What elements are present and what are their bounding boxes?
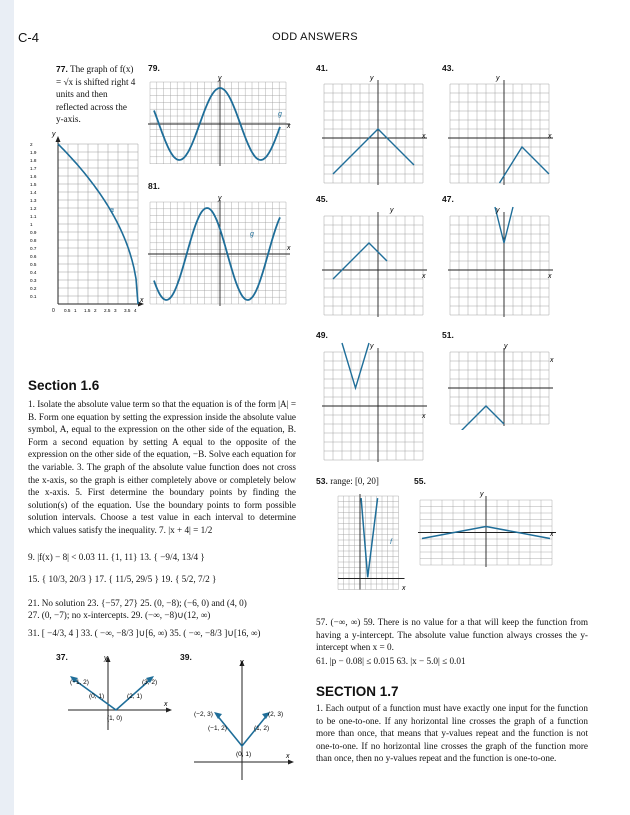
label-53 — [316, 476, 379, 486]
graph-77 — [28, 128, 148, 320]
graph-49 — [318, 340, 430, 464]
graph-77-x-label: x — [140, 297, 144, 304]
y-tick-label: 0.6 — [30, 254, 37, 259]
y-tick-label: 0.3 — [30, 278, 37, 283]
graph-49-curve — [342, 343, 369, 388]
graph-55-y-label: y — [480, 491, 484, 498]
graph-51-x-label: x — [550, 357, 554, 364]
graph-77-y-arrow — [56, 136, 61, 142]
graph-39-y-label: y — [240, 659, 244, 666]
y-tick-label: 0.8 — [30, 238, 37, 243]
section-1-6-paragraph: 1. Isolate the absolute value term so that the equation is of the form |A| = B. Form one equation by setting the expression inside the absolute value symbol, A, equal to the expression on the other side of the equation, B. Form a second equation by setting A equal to the opposite of the expression on the other side of the equation, −B. Solve each equation for the variable. 3. The graph of the absolute value function does not cross the x-axis, so the graph is either completely above or completely below the x-axis. 5. First determine the boundary points by finding the solution(s) of the equation. Use the boundary points to form possible solution intervals. Choose a test value in each interval to determine which values satisfy the inequality. 7. |x + 4| = 1/2 — [28, 399, 296, 535]
x-tick-label: 2 — [94, 308, 97, 313]
label-79: 79. — [148, 63, 160, 73]
graph-81-y-label: y — [218, 195, 222, 202]
section-1-7-heading: SECTION 1.7 — [316, 684, 399, 699]
graph-77-y-label: y — [52, 131, 56, 138]
y-tick-label: 1.5 — [30, 182, 37, 187]
graph-51-y-label: y — [504, 343, 508, 350]
graph-81-x-label: x — [287, 245, 291, 252]
graph-55 — [414, 488, 560, 570]
answers-27-29: 27. (0, −7); no x-intercepts. 29. (−∞, −8)∪(12, ∞) — [28, 610, 211, 620]
y-tick-label: 0.2 — [30, 286, 37, 291]
graph-39-point-3: (−1, 2) — [208, 725, 227, 732]
graph-53 — [330, 488, 410, 606]
graph-37-point-4: (2, 1) — [127, 693, 143, 700]
y-tick-label: 1.3 — [30, 198, 37, 203]
graph-49-grid — [322, 348, 427, 462]
answers-31-35: 31. [ −4/3, 4 ] 33. ( −∞, −8/3 ]∪[6, ∞) 35. ( −∞, −8/3 ]∪[16, ∞) — [28, 628, 261, 638]
graph-53-series-label: f — [390, 539, 392, 546]
graph-45-grid — [322, 212, 427, 317]
label-81: 81. — [148, 181, 160, 191]
answers-61-63: 61. |p − 0.08| ≤ 0.015 63. |x − 5.0| ≤ 0.01 — [316, 656, 466, 666]
y-tick-label: 1.6 — [30, 174, 37, 179]
y-tick-label: 1.9 — [30, 150, 37, 155]
y-tick-label: 1 — [30, 222, 33, 227]
y-tick-label: 0.7 — [30, 246, 37, 251]
graph-43-grid — [448, 80, 553, 185]
x-tick-label: 1 — [74, 308, 77, 313]
graph-55-grid — [418, 496, 556, 567]
y-tick-label: 0.4 — [30, 270, 37, 275]
y-tick-label: 1.7 — [30, 166, 37, 171]
graph-47 — [444, 204, 556, 320]
graph-37-point-2: (3, 2) — [142, 679, 158, 686]
graph-39-x-arrow — [288, 760, 294, 765]
graph-45-y-label: y — [390, 207, 394, 214]
graph-37 — [56, 652, 174, 734]
graph-43-y-label: y — [496, 75, 500, 82]
graph-45-x-label: x — [422, 273, 426, 280]
problem-77-text — [56, 63, 136, 126]
graph-49-y-label: y — [370, 343, 374, 350]
x-tick-label: 3 — [114, 308, 117, 313]
graph-39-point-1: (−2, 3) — [194, 711, 213, 718]
graph-77-x-ticks — [64, 308, 137, 313]
y-tick-label: 1.1 — [30, 214, 37, 219]
y-tick-label: 2 — [30, 142, 33, 147]
y-tick-label: 0.5 — [30, 262, 37, 267]
graph-41-curve — [333, 129, 414, 174]
label-41: 41. — [316, 63, 328, 73]
graph-79-y-label: y — [218, 75, 222, 82]
section-1-7-paragraph: 1. Each output of a function must have exactly one input for the function to be one-to-one. If any horizontal line crosses the graph of a function more than once, that means that y-values repeat and the function is not one-to-one. If no horizontal line crosses the graph of the function more than once, then no y-values repeat and the function is one-to-one. — [316, 703, 588, 764]
graph-53-curve — [361, 498, 378, 577]
y-tick-label: 1.2 — [30, 206, 37, 211]
label-43: 43. — [442, 63, 454, 73]
graph-37-point-5: (1, 0) — [107, 715, 123, 722]
label-53-range: range: [0, 20] — [330, 476, 379, 486]
x-tick-label: 1.5 — [84, 308, 91, 313]
label-53-number: 53. — [316, 476, 328, 486]
graph-39 — [190, 654, 296, 784]
graph-41 — [318, 72, 430, 188]
graph-43-x-label: x — [548, 133, 552, 140]
graph-37-point-1: (−1, 2) — [70, 679, 89, 686]
graph-53-grid — [338, 494, 405, 590]
graph-79-x-label: x — [287, 123, 291, 130]
graph-41-x-label: x — [422, 133, 426, 140]
x-tick-label: 2.5 — [104, 308, 111, 313]
page-title: ODD ANSWERS — [272, 31, 358, 43]
graph-45 — [318, 204, 430, 320]
page-number: C-4 — [18, 30, 39, 45]
graph-37-x-label: x — [164, 701, 168, 708]
graph-51-curve — [459, 406, 504, 430]
section-1-6-heading: Section 1.6 — [28, 378, 100, 393]
x-tick-label: 0.5 — [64, 308, 71, 313]
graph-43 — [444, 72, 556, 188]
graph-51 — [444, 340, 556, 430]
graph-47-x-label: x — [548, 273, 552, 280]
graph-41-y-label: y — [370, 75, 374, 82]
answers-21-25: 21. No solution 23. {−57, 27} 25. (0, −8); (−6, 0) and (4, 0) — [28, 598, 247, 608]
graph-81 — [146, 192, 294, 308]
graph-39-point-5: (0, 1) — [236, 751, 252, 758]
y-tick-label: 1.8 — [30, 158, 37, 163]
graph-77-y-ticks — [30, 142, 37, 299]
y-tick-label: 0.1 — [30, 294, 37, 299]
left-margin-strip — [0, 0, 14, 815]
graph-79 — [146, 72, 294, 168]
y-tick-label: 0.9 — [30, 230, 37, 235]
label-49: 49. — [316, 330, 328, 340]
graph-51-grid — [448, 348, 553, 426]
graph-39-point-2: (2, 3) — [268, 711, 284, 718]
x-tick-label: 4 — [134, 308, 137, 313]
graph-77-origin: 0 — [52, 308, 55, 314]
answers-15-19: 15. { 10/3, 20/3 } 17. { 11/5, 29/5 } 19. { 5/2, 7/2 } — [28, 574, 217, 584]
graph-47-y-label: y — [496, 207, 500, 214]
graph-55-x-label: x — [550, 531, 554, 538]
label-37: 37. — [56, 652, 68, 662]
graph-77-curve-label: a — [110, 207, 114, 214]
answers-57-59: 57. (−∞, ∞) 59. There is no value for a that will keep the function from having a y-intercept. The absolute value function always crosses the y-intercept when x = 0. — [316, 617, 588, 653]
graph-39-point-4: (1, 2) — [254, 725, 270, 732]
answers-9-13: 9. |f(x) − 8| < 0.03 11. {1, 11} 13. { −9/4, 13/4 } — [28, 552, 205, 562]
graph-37-x-arrow — [166, 708, 172, 713]
x-tick-label: 3.5 — [124, 308, 131, 313]
graph-81-series-label: g — [250, 231, 254, 238]
graph-37-y-label: y — [104, 655, 108, 662]
graph-37-point-3: (0, 1) — [89, 693, 105, 700]
problem-77-description: The graph of f(x) = √x is shifted right 4 units and then reflected across the y-axis. — [56, 64, 136, 125]
label-45: 45. — [316, 194, 328, 204]
label-55: 55. — [414, 476, 426, 486]
label-47: 47. — [442, 194, 454, 204]
label-51: 51. — [442, 330, 454, 340]
graph-77-grid — [58, 144, 138, 304]
graph-79-series-label: g — [278, 111, 282, 118]
graph-49-x-label: x — [422, 413, 426, 420]
graph-53-x-label: x — [402, 585, 406, 592]
label-39: 39. — [180, 652, 192, 662]
graph-39-left-arrow — [214, 712, 222, 719]
y-tick-label: 1.4 — [30, 190, 37, 195]
graph-39-x-label: x — [286, 753, 290, 760]
problem-77-number: 77. — [56, 64, 68, 74]
